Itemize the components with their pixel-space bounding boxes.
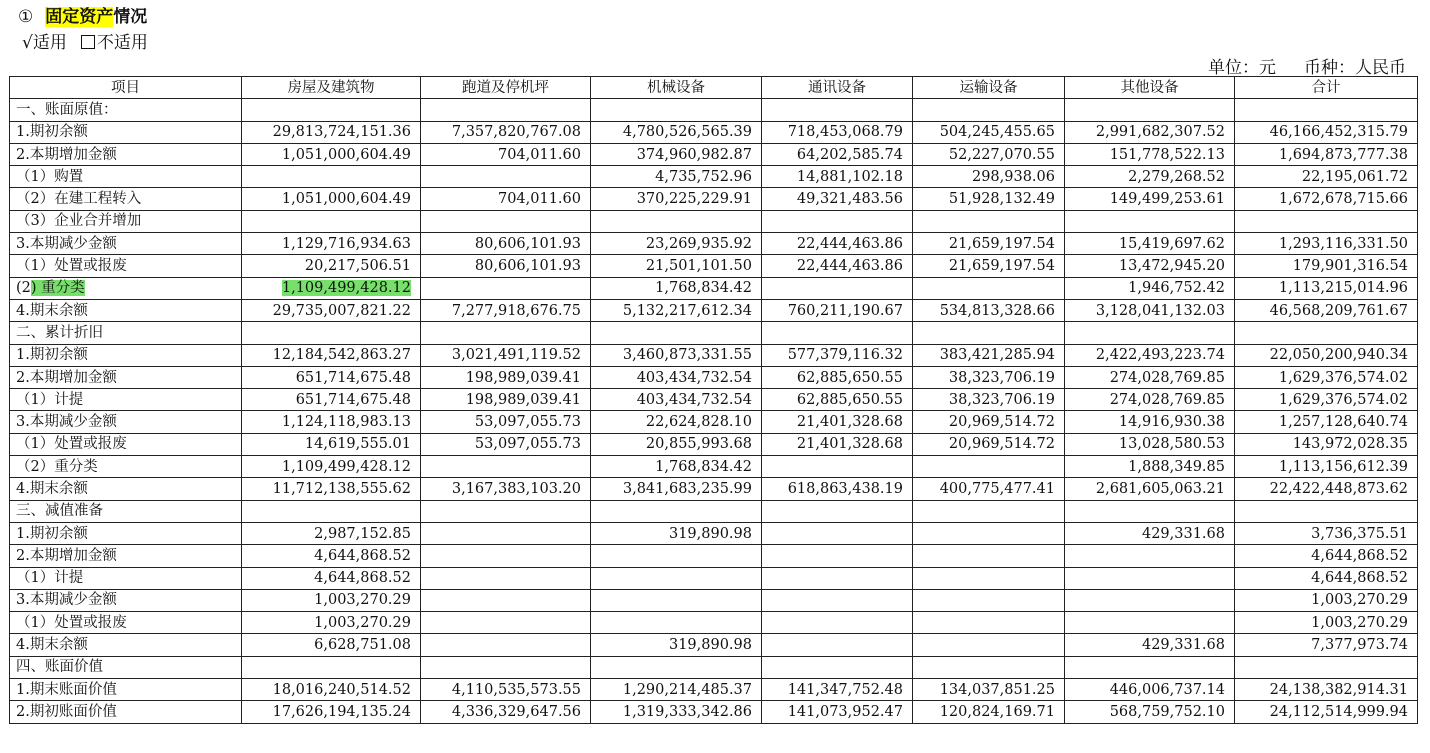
value-cell [762, 656, 913, 678]
table-body [10, 99, 1418, 723]
value-cell [421, 99, 591, 121]
value-cell: 15,419,697.62 [1065, 233, 1235, 255]
value-cell [242, 656, 421, 678]
table-row [10, 456, 1418, 478]
value-cell: 1,124,118,983.13 [242, 411, 421, 433]
value-cell: 651,714,675.48 [242, 389, 421, 411]
value-cell [762, 589, 913, 611]
section-row [10, 656, 1418, 678]
row-label: 1.期初余额 [10, 522, 242, 544]
value-cell: 22,624,828.10 [591, 411, 762, 433]
value-cell: 20,217,506.51 [242, 255, 421, 277]
value-cell [1235, 656, 1418, 678]
value-cell: 21,501,101.50 [591, 255, 762, 277]
value-cell: 21,401,328.68 [762, 411, 913, 433]
value-cell: 1,888,349.85 [1065, 456, 1235, 478]
value-cell: 298,938.06 [913, 166, 1065, 188]
row-label-highlight: ) 重分类 [30, 280, 85, 297]
value-cell: 38,323,706.19 [913, 366, 1065, 388]
table-row [10, 255, 1418, 277]
column-header: 项目 [10, 77, 242, 99]
unit-currency-line [1208, 53, 1406, 78]
value-cell: 53,097,055.73 [421, 411, 591, 433]
value-cell: 4,336,329,647.56 [421, 701, 591, 723]
value-cell: 20,969,514.72 [913, 411, 1065, 433]
value-cell: 12,184,542,863.27 [242, 344, 421, 366]
row-label: 2.本期增加金额 [10, 143, 242, 165]
value-cell [762, 567, 913, 589]
value-cell [762, 500, 913, 522]
table-row [10, 166, 1418, 188]
value-cell: 5,132,217,612.34 [591, 299, 762, 321]
value-cell [762, 456, 913, 478]
value-cell: 22,444,463.86 [762, 255, 913, 277]
value-cell [242, 500, 421, 522]
value-cell [913, 634, 1065, 656]
value-cell: 4,644,868.52 [1235, 567, 1418, 589]
row-label: 1.期初余额 [10, 344, 242, 366]
value-cell: 1,768,834.42 [591, 456, 762, 478]
table-row [10, 567, 1418, 589]
table-row [10, 634, 1418, 656]
value-cell: 134,037,851.25 [913, 679, 1065, 701]
value-cell [421, 166, 591, 188]
value-cell: 1,051,000,604.49 [242, 188, 421, 210]
value-cell [1065, 589, 1235, 611]
row-label: 2.期初账面价值 [10, 701, 242, 723]
column-header: 房屋及建筑物 [242, 77, 421, 99]
row-label: 4.期末余额 [10, 299, 242, 321]
table-row [10, 679, 1418, 701]
value-cell [913, 322, 1065, 344]
row-label: （2）重分类 [10, 456, 242, 478]
column-header: 其他设备 [1065, 77, 1235, 99]
value-cell [421, 277, 591, 299]
value-cell: 23,269,935.92 [591, 233, 762, 255]
value-cell: 21,401,328.68 [762, 433, 913, 455]
value-cell: 370,225,229.91 [591, 188, 762, 210]
value-cell: 1,109,499,428.12 [242, 456, 421, 478]
table-row [10, 188, 1418, 210]
row-label [10, 277, 242, 299]
row-label: 一、账面原值： [10, 99, 242, 121]
value-cell [1235, 322, 1418, 344]
value-cell: 80,606,101.93 [421, 255, 591, 277]
value-cell: 704,011.60 [421, 188, 591, 210]
value-cell: 319,890.98 [591, 634, 762, 656]
value-cell [421, 456, 591, 478]
value-cell [591, 500, 762, 522]
table-row [10, 411, 1418, 433]
value-cell: 22,195,061.72 [1235, 166, 1418, 188]
value-cell [421, 634, 591, 656]
table-row [10, 143, 1418, 165]
row-label: 4.期末余额 [10, 478, 242, 500]
value-cell: 20,969,514.72 [913, 433, 1065, 455]
value-cell: 21,659,197.54 [913, 255, 1065, 277]
value-cell [762, 545, 913, 567]
value-cell: 49,321,483.56 [762, 188, 913, 210]
value-cell [421, 500, 591, 522]
value-cell [913, 545, 1065, 567]
value-cell: 149,499,253.61 [1065, 188, 1235, 210]
value-cell: 1,319,333,342.86 [591, 701, 762, 723]
value-cell [913, 277, 1065, 299]
section-row [10, 500, 1418, 522]
value-cell: 17,626,194,135.24 [242, 701, 421, 723]
column-header: 通讯设备 [762, 77, 913, 99]
value-cell [421, 522, 591, 544]
table-row [10, 121, 1418, 143]
value-cell [913, 567, 1065, 589]
value-cell: 22,444,463.86 [762, 233, 913, 255]
value-cell: 1,768,834.42 [591, 277, 762, 299]
value-cell [591, 545, 762, 567]
value-cell: 52,227,070.55 [913, 143, 1065, 165]
value-cell: 198,989,039.41 [421, 389, 591, 411]
heading-title-highlight: 固定资产 [45, 7, 114, 27]
value-cell: 179,901,316.54 [1235, 255, 1418, 277]
value-cell: 7,357,820,767.08 [421, 121, 591, 143]
value-cell: 1,694,873,777.38 [1235, 143, 1418, 165]
value-cell: 429,331.68 [1065, 634, 1235, 656]
value-cell: 29,813,724,151.36 [242, 121, 421, 143]
row-label: 2.本期增加金额 [10, 366, 242, 388]
row-label: 三、减值准备 [10, 500, 242, 522]
table-row [10, 433, 1418, 455]
value-cell [1235, 500, 1418, 522]
value-cell: 4,110,535,573.55 [421, 679, 591, 701]
value-cell: 62,885,650.55 [762, 366, 913, 388]
table-row [10, 299, 1418, 321]
value-cell: 64,202,585.74 [762, 143, 913, 165]
value-cell: 1,113,215,014.96 [1235, 277, 1418, 299]
row-label: 4.期末余额 [10, 634, 242, 656]
value-cell [1065, 322, 1235, 344]
row-label: 3.本期减少金额 [10, 233, 242, 255]
value-cell: 403,434,732.54 [591, 389, 762, 411]
value-cell: 4,735,752.96 [591, 166, 762, 188]
applicable-checked: √适用 [22, 33, 67, 53]
value-cell [1065, 500, 1235, 522]
value-cell [913, 589, 1065, 611]
value-cell: 760,211,190.67 [762, 299, 913, 321]
value-cell [913, 500, 1065, 522]
value-cell [591, 612, 762, 634]
value-cell: 46,568,209,761.67 [1235, 299, 1418, 321]
section-row [10, 99, 1418, 121]
row-label: 二、累计折旧 [10, 322, 242, 344]
table-row [10, 522, 1418, 544]
currency-label: 币种：人民币 [1304, 58, 1406, 78]
value-cell: 3,841,683,235.99 [591, 478, 762, 500]
column-header: 合计 [1235, 77, 1418, 99]
value-cell: 2,422,493,223.74 [1065, 344, 1235, 366]
value-cell: 1,003,270.29 [242, 612, 421, 634]
value-cell: 29,735,007,821.22 [242, 299, 421, 321]
value-cell: 3,167,383,103.20 [421, 478, 591, 500]
value-cell: 429,331.68 [1065, 522, 1235, 544]
value-cell: 1,113,156,612.39 [1235, 456, 1418, 478]
value-cell: 274,028,769.85 [1065, 366, 1235, 388]
value-cell: 4,644,868.52 [1235, 545, 1418, 567]
column-header: 机械设备 [591, 77, 762, 99]
value-cell [913, 99, 1065, 121]
value-cell [913, 456, 1065, 478]
value-cell: 46,166,452,315.79 [1235, 121, 1418, 143]
value-cell [591, 567, 762, 589]
value-cell: 1,051,000,604.49 [242, 143, 421, 165]
value-cell: 24,138,382,914.31 [1235, 679, 1418, 701]
value-cell: 21,659,197.54 [913, 233, 1065, 255]
value-cell [1065, 99, 1235, 121]
value-cell: 4,644,868.52 [242, 545, 421, 567]
value-cell [591, 210, 762, 232]
checkbox-empty-icon [81, 35, 95, 49]
value-cell [762, 277, 913, 299]
row-label: （1）计提 [10, 567, 242, 589]
value-cell: 62,885,650.55 [762, 389, 913, 411]
value-cell: 1,003,270.29 [1235, 589, 1418, 611]
column-header: 跑道及停机坪 [421, 77, 591, 99]
value-cell: 403,434,732.54 [591, 366, 762, 388]
value-cell: 7,277,918,676.75 [421, 299, 591, 321]
value-cell: 568,759,752.10 [1065, 701, 1235, 723]
value-cell [242, 210, 421, 232]
value-cell: 6,628,751.08 [242, 634, 421, 656]
value-cell [242, 166, 421, 188]
value-cell: 704,011.60 [421, 143, 591, 165]
value-cell: 143,972,028.35 [1235, 433, 1418, 455]
value-cell [591, 99, 762, 121]
value-cell [242, 277, 421, 299]
row-label: （1）处置或报废 [10, 255, 242, 277]
value-cell: 24,112,514,999.94 [1235, 701, 1418, 723]
value-cell: 22,050,200,940.34 [1235, 344, 1418, 366]
table-row [10, 277, 1418, 299]
row-label: 四、账面价值 [10, 656, 242, 678]
value-cell [1235, 210, 1418, 232]
value-cell: 2,279,268.52 [1065, 166, 1235, 188]
fixed-assets-table [9, 76, 1418, 724]
row-label: 2.本期增加金额 [10, 545, 242, 567]
value-cell: 2,991,682,307.52 [1065, 121, 1235, 143]
not-applicable-label: 不适用 [96, 33, 148, 53]
table-row [10, 344, 1418, 366]
table-row [10, 589, 1418, 611]
value-cell: 1,293,116,331.50 [1235, 233, 1418, 255]
value-cell [242, 322, 421, 344]
heading-title-rest: 情况 [113, 7, 148, 27]
value-cell: 1,946,752.42 [1065, 277, 1235, 299]
row-label: 3.本期减少金额 [10, 589, 242, 611]
value-cell: 383,421,285.94 [913, 344, 1065, 366]
value-cell: 1,257,128,640.74 [1235, 411, 1418, 433]
value-cell: 7,377,973.74 [1235, 634, 1418, 656]
value-cell [1065, 656, 1235, 678]
value-cell [913, 612, 1065, 634]
table-row [10, 545, 1418, 567]
row-label-prefix: (2 [16, 280, 31, 297]
value-cell: 13,028,580.53 [1065, 433, 1235, 455]
table-header-row [10, 77, 1418, 99]
value-cell: 14,916,930.38 [1065, 411, 1235, 433]
value-cell: 718,453,068.79 [762, 121, 913, 143]
value-cell: 3,736,375.51 [1235, 522, 1418, 544]
value-cell: 1,290,214,485.37 [591, 679, 762, 701]
value-cell [591, 589, 762, 611]
value-cell: 3,460,873,331.55 [591, 344, 762, 366]
value-cell: 80,606,101.93 [421, 233, 591, 255]
value-cell [1065, 612, 1235, 634]
value-cell [762, 210, 913, 232]
row-label: 1.期初余额 [10, 121, 242, 143]
value-cell [421, 322, 591, 344]
value-cell: 651,714,675.48 [242, 366, 421, 388]
value-cell: 11,712,138,555.62 [242, 478, 421, 500]
value-cell [1065, 210, 1235, 232]
value-cell: 1,003,270.29 [1235, 612, 1418, 634]
table-row [10, 233, 1418, 255]
section-row [10, 322, 1418, 344]
value-cell [1065, 567, 1235, 589]
value-cell: 22,422,448,873.62 [1235, 478, 1418, 500]
value-cell: 53,097,055.73 [421, 433, 591, 455]
value-cell [1065, 545, 1235, 567]
row-label: （1）计提 [10, 389, 242, 411]
value-cell [421, 567, 591, 589]
value-cell: 4,780,526,565.39 [591, 121, 762, 143]
value-cell [762, 522, 913, 544]
value-cell: 120,824,169.71 [913, 701, 1065, 723]
value-cell: 4,644,868.52 [242, 567, 421, 589]
value-cell: 374,960,982.87 [591, 143, 762, 165]
value-cell [762, 634, 913, 656]
row-label: （2）在建工程转入 [10, 188, 242, 210]
highlighted-value: 1,109,499,428.12 [281, 280, 411, 297]
table-row [10, 701, 1418, 723]
value-cell: 141,073,952.47 [762, 701, 913, 723]
table-row [10, 389, 1418, 411]
value-cell: 14,619,555.01 [242, 433, 421, 455]
value-cell [1235, 99, 1418, 121]
value-cell: 13,472,945.20 [1065, 255, 1235, 277]
row-label: （1）处置或报废 [10, 433, 242, 455]
value-cell [762, 612, 913, 634]
value-cell: 2,681,605,063.21 [1065, 478, 1235, 500]
value-cell: 534,813,328.66 [913, 299, 1065, 321]
value-cell: 1,003,270.29 [242, 589, 421, 611]
table-row [10, 478, 1418, 500]
value-cell [421, 656, 591, 678]
value-cell [421, 612, 591, 634]
value-cell [421, 589, 591, 611]
value-cell: 3,128,041,132.03 [1065, 299, 1235, 321]
value-cell: 1,629,376,574.02 [1235, 389, 1418, 411]
table-row [10, 612, 1418, 634]
value-cell [913, 656, 1065, 678]
table-row [10, 210, 1418, 232]
value-cell: 14,881,102.18 [762, 166, 913, 188]
value-cell: 18,016,240,514.52 [242, 679, 421, 701]
value-cell: 400,775,477.41 [913, 478, 1065, 500]
value-cell: 446,006,737.14 [1065, 679, 1235, 701]
value-cell [913, 210, 1065, 232]
value-cell: 504,245,455.65 [913, 121, 1065, 143]
row-label: （1）购置 [10, 166, 242, 188]
value-cell [762, 99, 913, 121]
value-cell [913, 522, 1065, 544]
row-label: （3）企业合并增加 [10, 210, 242, 232]
value-cell: 151,778,522.13 [1065, 143, 1235, 165]
value-cell: 38,323,706.19 [913, 389, 1065, 411]
heading-number: ① [18, 7, 34, 27]
row-label: （1）处置或报废 [10, 612, 242, 634]
value-cell: 319,890.98 [591, 522, 762, 544]
applicability-line [22, 28, 148, 53]
value-cell [242, 99, 421, 121]
value-cell: 2,987,152.85 [242, 522, 421, 544]
value-cell [762, 322, 913, 344]
value-cell: 1,129,716,934.63 [242, 233, 421, 255]
value-cell [421, 210, 591, 232]
value-cell: 1,629,376,574.02 [1235, 366, 1418, 388]
value-cell: 577,379,116.32 [762, 344, 913, 366]
value-cell: 198,989,039.41 [421, 366, 591, 388]
value-cell [591, 656, 762, 678]
table-row [10, 366, 1418, 388]
value-cell: 20,855,993.68 [591, 433, 762, 455]
value-cell [591, 322, 762, 344]
value-cell: 274,028,769.85 [1065, 389, 1235, 411]
section-heading [18, 2, 147, 27]
row-label: 3.本期减少金额 [10, 411, 242, 433]
row-label: 1.期末账面价值 [10, 679, 242, 701]
value-cell: 3,021,491,119.52 [421, 344, 591, 366]
column-header: 运输设备 [913, 77, 1065, 99]
value-cell [421, 545, 591, 567]
unit-label: 单位：元 [1208, 58, 1276, 78]
value-cell: 141,347,752.48 [762, 679, 913, 701]
value-cell: 51,928,132.49 [913, 188, 1065, 210]
value-cell: 1,672,678,715.66 [1235, 188, 1418, 210]
value-cell: 618,863,438.19 [762, 478, 913, 500]
